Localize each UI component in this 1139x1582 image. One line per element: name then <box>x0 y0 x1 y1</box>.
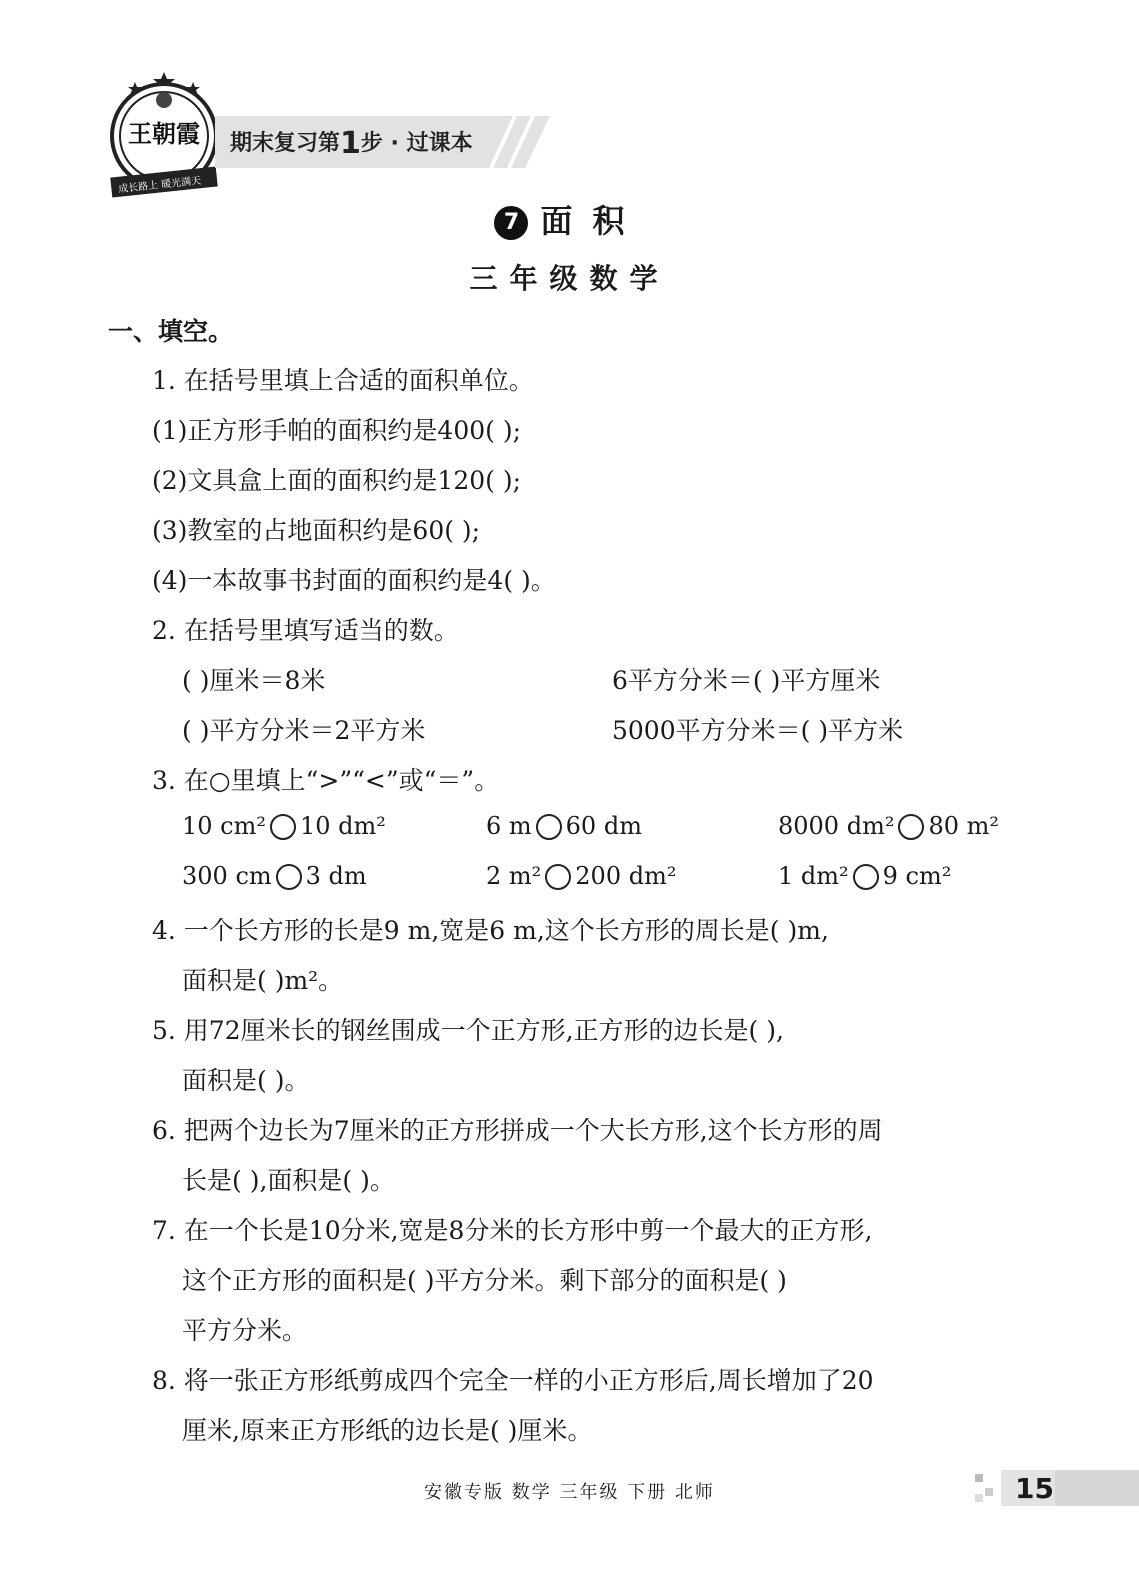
question-1: 1. 在括号里填上合适的面积单位。 <box>152 366 534 395</box>
question-7-cont: 这个正方形的面积是( )平方分米。剩下部分的面积是( ) <box>182 1266 787 1295</box>
question-7: 7. 在一个长是10分米,宽是8分米的长方形中剪一个最大的正方形, <box>152 1216 873 1245</box>
question-4-cont: 面积是( )m²。 <box>182 966 344 995</box>
compare-item <box>182 862 367 890</box>
compare-circle[interactable] <box>270 814 296 840</box>
banner-prefix: 期末复习第 <box>230 131 341 156</box>
question-5: 5. 用72厘米长的钢丝围成一个正方形,正方形的边长是( ), <box>152 1016 784 1045</box>
banner-step: 1 <box>340 126 361 161</box>
banner-suffix: 步 · 过课本 <box>360 131 473 156</box>
question-2-b: 6平方分米＝( )平方厘米 <box>612 666 881 695</box>
question-7-cont2: 平方分米。 <box>182 1316 308 1345</box>
compare-circle[interactable] <box>898 814 924 840</box>
compare-circle[interactable] <box>545 864 571 890</box>
compare-right: 80 m² <box>928 812 999 840</box>
compare-circle[interactable] <box>536 814 562 840</box>
compare-circle[interactable] <box>853 864 879 890</box>
question-2-c: ( )平方分米＝2平方米 <box>182 716 426 745</box>
compare-left: 10 cm² <box>182 812 266 840</box>
question-1-3: (3)教室的占地面积约是60( ); <box>152 516 481 545</box>
compare-circle[interactable] <box>276 864 302 890</box>
grade-subtitle: 三年级数学 <box>469 262 670 295</box>
question-1-2: (2)文具盒上面的面积约是120( ); <box>152 466 522 495</box>
question-6-cont: 长是( ),面积是( )。 <box>182 1166 395 1195</box>
question-4: 4. 一个长方形的长是9 m,宽是6 m,这个长方形的周长是( )m, <box>152 916 829 945</box>
question-5-cont: 面积是( )。 <box>182 1066 310 1095</box>
question-1-1: (1)正方形手帕的面积约是400( ); <box>152 416 522 445</box>
compare-item <box>778 812 999 840</box>
question-3: 3. 在○里填上“>”“<”或“＝”。 <box>152 766 500 795</box>
compare-right: 10 dm² <box>300 812 386 840</box>
compare-item <box>486 862 676 890</box>
compare-right: 9 cm² <box>882 862 952 890</box>
section-heading: 一、填空。 <box>108 317 234 346</box>
compare-item <box>182 812 386 840</box>
compare-left: 2 m² <box>486 862 542 890</box>
question-8: 8. 将一张正方形纸剪成四个完全一样的小正方形后,周长增加了20 <box>152 1366 874 1395</box>
compare-left: 8000 dm² <box>778 812 895 840</box>
question-1-4: (4)一本故事书封面的面积约是4( )。 <box>152 566 556 595</box>
logo-slogan: 成长路上 暖光满天 <box>117 175 202 196</box>
banner-title <box>230 126 473 161</box>
compare-item <box>778 862 951 890</box>
compare-right: 60 dm <box>565 812 642 840</box>
svg-text:王朝霞: 王朝霞 <box>128 119 200 148</box>
compare-right: 200 dm² <box>575 862 677 890</box>
compare-right: 3 dm <box>305 862 367 890</box>
question-2: 2. 在括号里填写适当的数。 <box>152 616 459 645</box>
compare-left: 6 m <box>486 812 532 840</box>
question-2-a: ( )厘米＝8米 <box>182 666 326 695</box>
chapter-title <box>0 196 1139 242</box>
compare-item <box>486 812 642 840</box>
footer-text: 安徽专版 数学 三年级 下册 北师 <box>424 1482 715 1503</box>
question-6: 6. 把两个边长为7厘米的正方形拼成一个大长方形,这个长方形的周 <box>152 1116 883 1145</box>
question-2-d: 5000平方分米＝( )平方米 <box>612 716 904 745</box>
compare-left: 300 cm <box>182 862 272 890</box>
chapter-title-text: 面积 <box>540 202 645 240</box>
page-number: 15 <box>1015 1472 1054 1505</box>
chapter-number: 7 <box>494 206 528 240</box>
compare-left: 1 dm² <box>778 862 849 890</box>
question-8-cont: 厘米,原来正方形纸的边长是( )厘米。 <box>182 1416 593 1445</box>
page-number-box <box>975 1470 1139 1506</box>
